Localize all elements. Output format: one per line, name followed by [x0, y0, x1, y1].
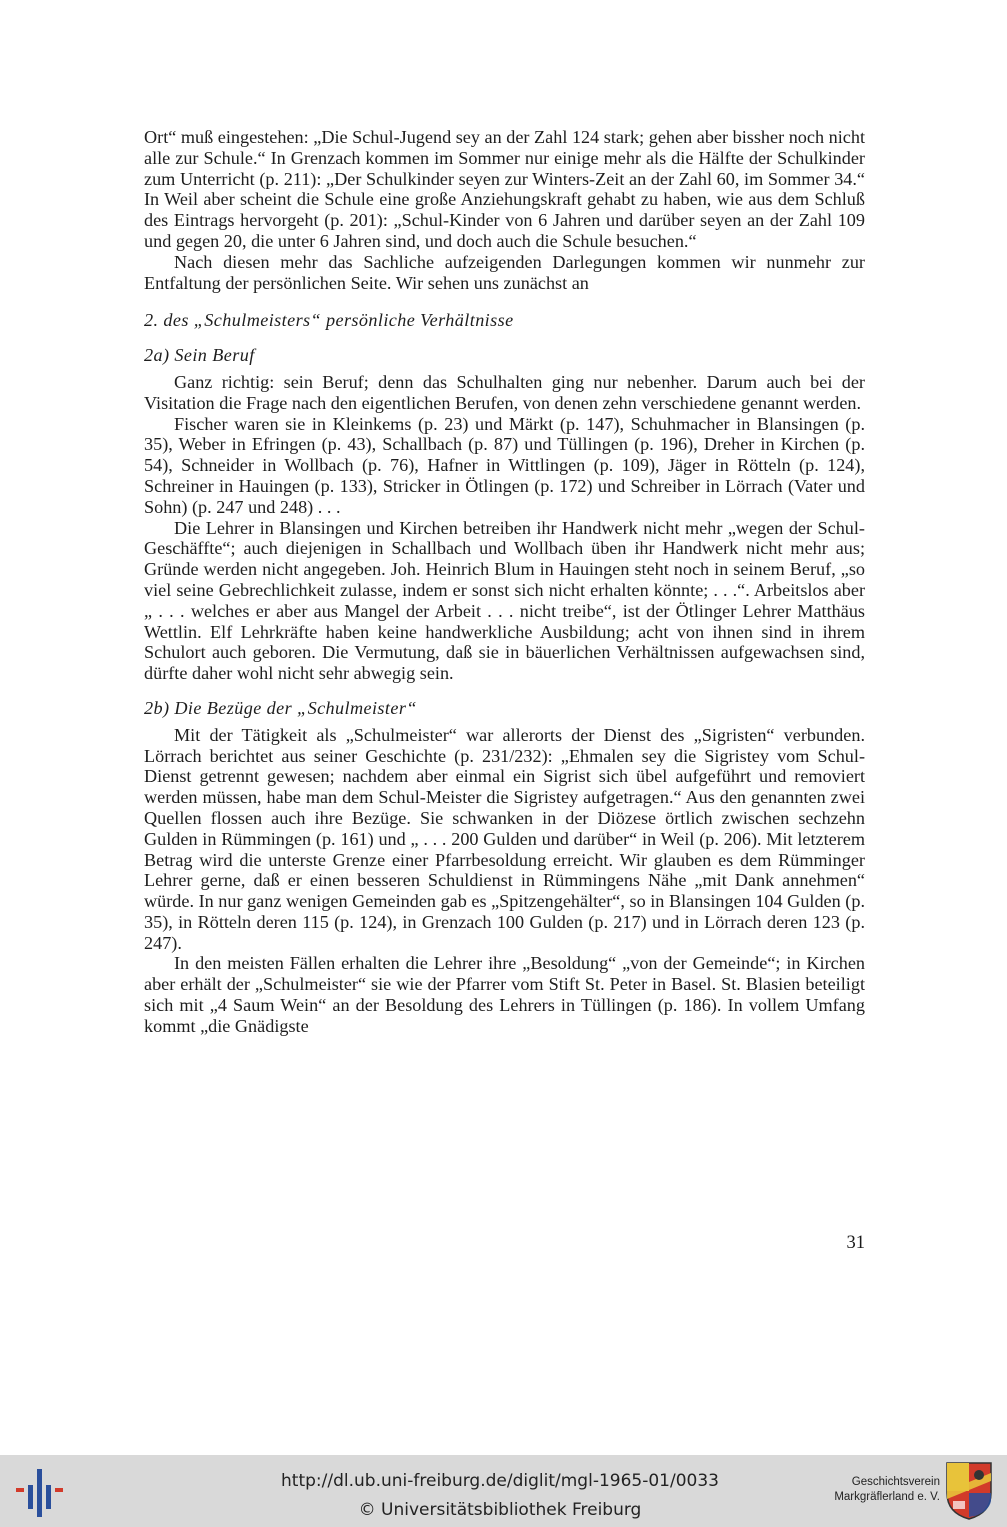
coat-of-arms-icon: [945, 1461, 993, 1521]
footer-bar: [0, 1455, 1007, 1527]
paragraph: Fischer waren sie in Kleinkems (p. 23) und Märkt (p. 147), Schuhmacher in Blansingen (p. 35), Weber in Efringen (p. 43), Schallbach (p. 87) und Tüllingen (p. 196), Dreher in Kirchen (p. 54), Schneider in Wollbach (p. 76), Hafner in Wittlingen (p. 109), Jäger in Rötteln (p. 124), Schreiner in Hauingen (p. 133), Stricker in Ötlingen (p. 172) und Schreiber in Lörrach (Vater und Sohn) (p. 247 und 248) . . .: [144, 413, 865, 517]
society-line-1: Geschichtsverein: [851, 1476, 940, 1488]
paragraph: In den meisten Fällen erhalten die Lehrer ihre „Besoldung“ „von der Gemeinde“; in Kirchen aber erhält der „Schulmeister“ sie wie der Pfarrer vom Stift St. Peter in Basel. St. Blasien beteiligt sich mit „4 Saum Wein“ an der Besoldung des Lehrers in Tüllingen (p. 186). In vollem Umfang kommt „die Gnädigste: [144, 953, 865, 1036]
ub-freiburg-logo-icon[interactable]: [16, 1465, 64, 1517]
section-heading: 2. des „Schulmeisters“ persönliche Verhältnisse: [144, 310, 514, 331]
paragraph: Mit der Tätigkeit als „Schulmeister“ war allerorts der Dienst des „Sigristen“ verbunden. Lörrach berichtet aus seiner Geschichte (p. 231/232): „Ehmalen sey die Sigristey vom Schul-Dienst getrennt gewesen; nachdem aber einmal ein Sigrist sich übel aufgeführt und removiert werden müssen, habe man dem Schul-Meister die Sigristey aufgetragen.“ Aus den genannten zwei Quellen flossen auch ihre Bezüge. Sie schwanken in der Diözese örtlich zwischen sechzehn Gulden in Rümmingen (p. 161) und „ . . . 200 Gulden und darüber“ in Weil (p. 206). Mit letzterem Betrag wird die unterste Grenze einer Pfarrbesoldung erreicht. Wir glauben es dem Rümminger Lehrer gerne, daß er einen besseren Schuldienst in Rümmingens Nähe „mit Dank annehmen“ würde. In nur ganz wenigen Gemeinden gab es „Spitzengehälter“, so in Blansingen 104 Gulden (p. 35), in Rötteln deren 115 (p. 124), in Grenzach 100 Gulden (p. 217) und in Lörrach deren 123 (p. 247).: [144, 724, 865, 953]
society-line-2: Markgräflerland e. V.: [834, 1491, 940, 1503]
paragraph: Ort“ muß eingestehen: „Die Schul-Jugend sey an der Zahl 124 stark; gehen aber bissher noch nicht alle zur Schule.“ In Grenzach kommen im Sommer nur einige mehr als die Hälfte der Schulkinder zum Unterricht (p. 211): „Der Schulkinder seyen zur Winters-Zeit an der Zahl 60, im Sommer 34.“ In Weil aber scheint die Schule eine große Anziehungskraft gehabt zu haben, wie aus dem Schluß des Eintrags hervorgeht (p. 201): „Schul-Kinder von 6 Jahren und darüber seyen an der Zahl 109 und gegen 20, die unter 6 Jahren sind, und doch auch die Schule besuchen.“: [144, 127, 865, 251]
paragraph: Die Lehrer in Blansingen und Kirchen betreiben ihr Handwerk nicht mehr „wegen der Schul-Geschäffte“; auch diejenigen in Schallbach und Wollbach üben ihr Handwerk nicht mehr aus; Gründe werden nicht angegeben. Joh. Heinrich Blum in Hauingen steht noch in seinem Beruf, „so viel seine Gebrechlichkeit zulasse, indem er sonst sich nicht erhalten könnte; . . .“. Arbeitslos aber „ . . . welches er aber aus Mangel der Arbeit . . . nicht treibe“, ist der Ötlinger Lehrer Matthäus Wettlin. Elf Lehrkräfte haben keine handwerkliche Ausbildung; acht von ihnen sind in ihrem Schulort auch geboren. Die Vermutung, daß sie in bäuerlichen Verhältnissen aufgewachsen sind, dürfte daher wohl nicht sehr abwegig sein.: [144, 517, 865, 684]
subsection-heading-2a: 2a) Sein Beruf: [144, 345, 255, 366]
paragraph: Nach diesen mehr das Sachliche aufzeigenden Darlegungen kommen wir nunmehr zur Entfaltung der persönlichen Seite. Wir sehen uns zunächst an: [144, 251, 865, 293]
society-name: [770, 1475, 940, 1505]
paragraph: Ganz richtig: sein Beruf; denn das Schulhalten ging nur nebenher. Darum auch bei der Visitation die Frage nach den eigentlichen Berufen, von denen zehn verschiedene genannt werden.: [144, 371, 865, 413]
document-url-link[interactable]: http://dl.ub.uni-freiburg.de/diglit/mgl-1965-01/0033: [281, 1471, 719, 1491]
body-text: [144, 127, 865, 1037]
copyright-text: © Universitätsbibliothek Freiburg: [358, 1500, 642, 1520]
subsection-heading-2b: 2b) Die Bezüge der „Schulmeister“: [144, 697, 417, 718]
page-number: 31: [846, 1233, 865, 1253]
